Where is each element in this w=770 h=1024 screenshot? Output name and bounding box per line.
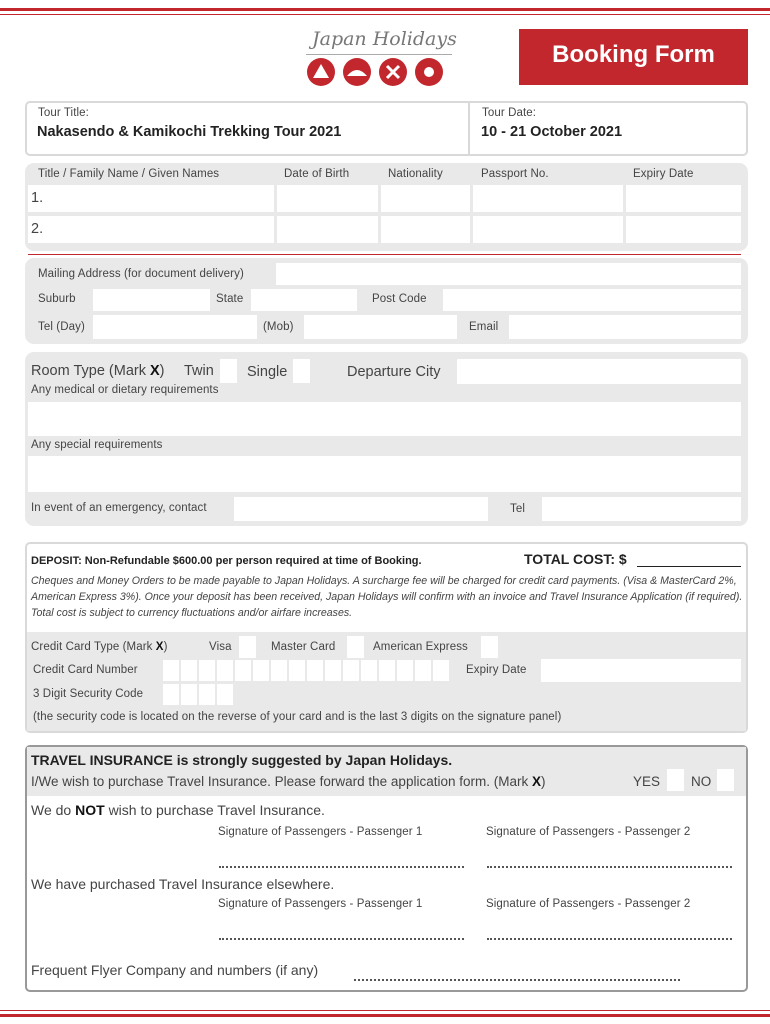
tel-day-label: Tel (Day)	[38, 321, 85, 333]
deposit-heading: DEPOSIT: Non-Refundable $600.00 per person required at time of Booking.	[31, 555, 422, 567]
no-checkbox[interactable]	[717, 769, 734, 791]
insurance-heading: TRAVEL INSURANCE is strongly suggested by Japan Holidays.	[31, 752, 453, 768]
departure-input[interactable]	[457, 359, 741, 384]
top-rule-thin	[0, 14, 770, 15]
tour-date-label: Tour Date:	[482, 107, 537, 119]
passenger2-name[interactable]	[28, 216, 274, 243]
card-digit[interactable]	[271, 660, 287, 681]
passenger1-passport[interactable]	[473, 185, 623, 212]
mailing-label: Mailing Address (for document delivery)	[38, 268, 244, 280]
col-passport: Passport No.	[481, 168, 549, 180]
cvv-digit[interactable]	[217, 684, 233, 705]
card-digit[interactable]	[343, 660, 359, 681]
card-digit[interactable]	[433, 660, 449, 681]
passenger1-expiry[interactable]	[626, 185, 741, 212]
yes-label: YES	[633, 774, 661, 789]
tour-title-value[interactable]: Nakasendo & Kamikochi Trekking Tour 2021	[37, 124, 342, 140]
mob-input[interactable]	[304, 315, 457, 339]
card-digit[interactable]	[217, 660, 233, 681]
col-expiry: Expiry Date	[633, 168, 694, 180]
row-number-2: 2.	[31, 221, 44, 237]
medical-input[interactable]	[28, 402, 741, 436]
twin-label: Twin	[184, 363, 214, 379]
emergency-tel-input[interactable]	[542, 497, 741, 521]
passenger2-dob[interactable]	[277, 216, 378, 243]
top-rule	[0, 8, 770, 11]
no-insurance-label: We do NOT wish to purchase Travel Insurance.	[31, 802, 325, 818]
postcode-input[interactable]	[443, 289, 741, 311]
twin-checkbox[interactable]	[220, 359, 237, 383]
section-divider	[28, 254, 741, 255]
special-label: Any special requirements	[31, 439, 163, 451]
state-label: State	[216, 293, 244, 305]
mailing-input[interactable]	[276, 263, 741, 285]
bottom-rule-thin	[0, 1010, 770, 1011]
medical-label: Any medical or dietary requirements	[31, 384, 219, 396]
card-expiry-input[interactable]	[541, 659, 741, 682]
logo-text: Japan Holidays	[312, 28, 457, 50]
passenger2-expiry[interactable]	[626, 216, 741, 243]
amex-label: American Express	[373, 641, 468, 653]
card-digit[interactable]	[379, 660, 395, 681]
frequent-flyer-label: Frequent Flyer Company and numbers (if any)	[31, 962, 319, 978]
card-type-label: Credit Card Type (Mark X)	[31, 641, 168, 653]
cvv-digit[interactable]	[199, 684, 215, 705]
card-digit[interactable]	[181, 660, 197, 681]
card-digit[interactable]	[415, 660, 431, 681]
cvv-digit[interactable]	[163, 684, 179, 705]
card-digit[interactable]	[325, 660, 341, 681]
postcode-label: Post Code	[372, 293, 427, 305]
passenger2-nationality[interactable]	[381, 216, 470, 243]
emergency-label: In event of an emergency, contact	[31, 502, 207, 514]
email-input[interactable]	[509, 315, 741, 339]
card-number-label: Credit Card Number	[33, 664, 138, 676]
emergency-tel-label: Tel	[510, 503, 526, 515]
tel-day-input[interactable]	[93, 315, 257, 339]
form-title: Booking Form	[552, 41, 715, 68]
email-label: Email	[469, 321, 499, 333]
col-name: Title / Family Name / Given Names	[38, 168, 220, 180]
signature1-label: Signature of Passengers - Passenger 1	[218, 826, 423, 838]
suburb-label: Suburb	[38, 293, 76, 305]
signature4-label: Signature of Passengers - Passenger 2	[486, 898, 691, 910]
departure-label: Departure City	[347, 364, 441, 380]
card-expiry-label: Expiry Date	[466, 664, 527, 676]
signature3-label: Signature of Passengers - Passenger 1	[218, 898, 423, 910]
card-digit[interactable]	[289, 660, 305, 681]
special-input[interactable]	[28, 456, 741, 492]
logo-emblems-icon	[304, 56, 454, 88]
row-number-1: 1.	[31, 190, 44, 206]
signature4-line[interactable]	[487, 938, 732, 940]
card-digit[interactable]	[397, 660, 413, 681]
single-checkbox[interactable]	[293, 359, 310, 383]
logo	[300, 28, 460, 90]
no-label: NO	[691, 774, 712, 789]
tour-title-label: Tour Title:	[38, 107, 89, 119]
cvv-note: (the security code is located on the reverse of your card and is the last 3 digits on the signature panel)	[33, 711, 562, 723]
passenger1-dob[interactable]	[277, 185, 378, 212]
card-digit[interactable]	[163, 660, 179, 681]
room-type-label: Room Type (Mark X)	[31, 363, 165, 379]
card-digit[interactable]	[199, 660, 215, 681]
passenger2-passport[interactable]	[473, 216, 623, 243]
visa-checkbox[interactable]	[239, 636, 256, 658]
yes-checkbox[interactable]	[667, 769, 684, 791]
emergency-input[interactable]	[234, 497, 488, 521]
cvv-label: 3 Digit Security Code	[33, 688, 144, 700]
col-dob: Date of Birth	[284, 168, 350, 180]
tour-date-value[interactable]: 10 - 21 October 2021	[481, 124, 623, 140]
signature2-line[interactable]	[487, 866, 732, 868]
amex-checkbox[interactable]	[481, 636, 498, 658]
visa-label: Visa	[209, 641, 232, 653]
deposit-terms: Cheques and Money Orders to be made payable to Japan Holidays. A surcharge fee will be charged for credit card payments. (Visa & MasterCard 2%, American Express 3%). Once your deposit has been received, Japan Holidays will confirm with an invoice and Travel Insurance Application (if required). Total cost is subject to currency fluctuations and/or airfare increases.	[31, 575, 743, 619]
total-cost-input[interactable]	[637, 566, 741, 567]
passenger1-nationality[interactable]	[381, 185, 470, 212]
frequent-flyer-line[interactable]	[354, 979, 680, 981]
card-digit[interactable]	[307, 660, 323, 681]
col-nationality: Nationality	[388, 168, 443, 180]
mob-label: (Mob)	[263, 321, 294, 333]
card-digit[interactable]	[361, 660, 377, 681]
insurance-wish-label: I/We wish to purchase Travel Insurance. Please forward the application form. (Mark X)	[31, 774, 546, 789]
passenger1-name[interactable]	[28, 185, 274, 212]
single-label: Single	[247, 364, 288, 380]
signature1-line[interactable]	[219, 866, 464, 868]
mastercard-label: Master Card	[271, 641, 336, 653]
signature3-line[interactable]	[219, 938, 464, 940]
state-input[interactable]	[251, 289, 357, 311]
signature2-label: Signature of Passengers - Passenger 2	[486, 826, 691, 838]
total-cost-label: TOTAL COST: $	[524, 551, 627, 567]
bottom-rule	[0, 1014, 770, 1017]
card-digit[interactable]	[253, 660, 269, 681]
elsewhere-label: We have purchased Travel Insurance elsewhere.	[31, 876, 335, 892]
suburb-input[interactable]	[93, 289, 210, 311]
card-digit[interactable]	[235, 660, 251, 681]
mastercard-checkbox[interactable]	[347, 636, 364, 658]
cvv-digit[interactable]	[181, 684, 197, 705]
